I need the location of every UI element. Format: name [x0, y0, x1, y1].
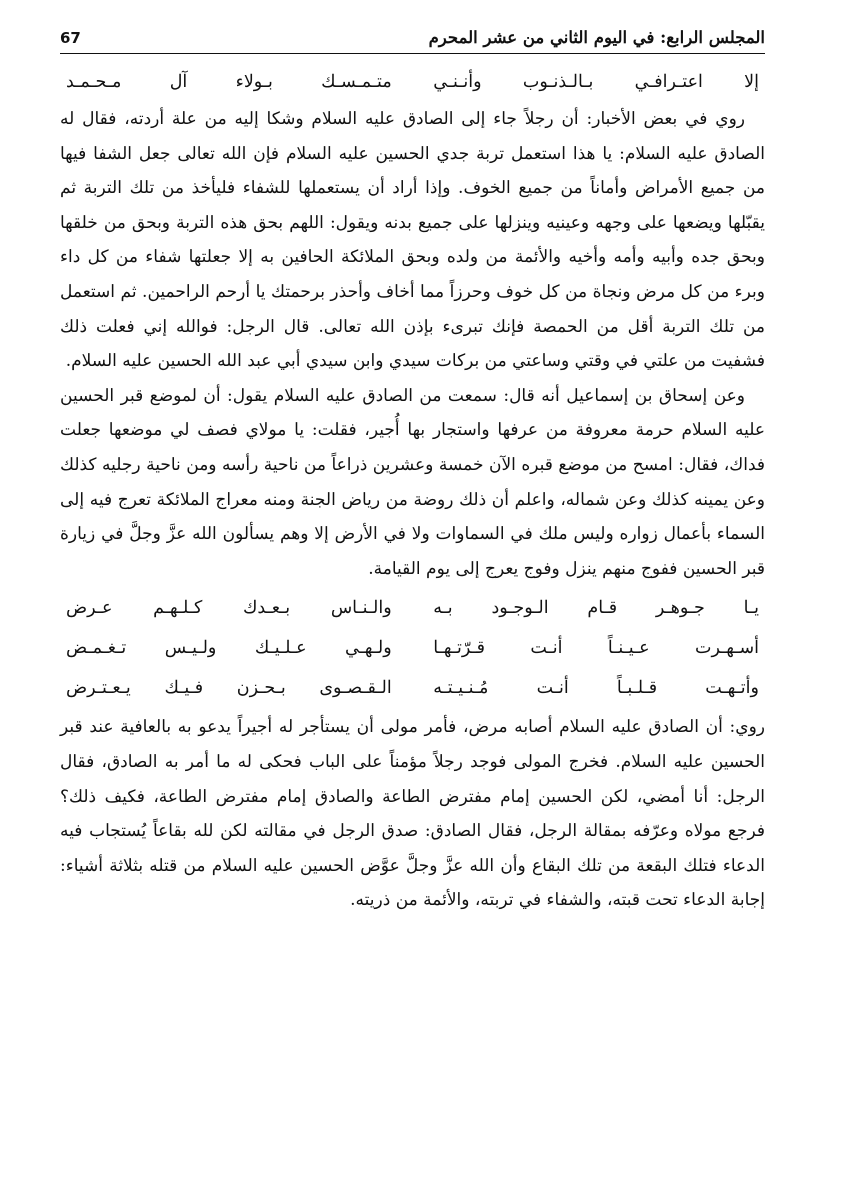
paragraph-sadiq-illness: روي: أن الصادق عليه السلام أصابه مرض، فأمر مولى أن يستأجر له أجيراً يدعو به بالعافية عند قبر الحسين عليه السلام. فخرج المولى فوجد رجلاً مؤمناً على الباب فحكى له ما أمر به الصادق، فقال الرجل: أنا أمضي، لكن الحسين إمام مفترض الطاعة والصادق إمام مفترض الطاعة، فكيف ذلك؟ فرجع مولاه وعرّفه بمقالة الرجل، فقال الصادق: صدق الرجل في مقالته لكن لله بقاعاً يُستجاب فيه الدعاء فتلك البقعة من تلك البقاع وأن الله عزَّ وجلَّ عوَّض الحسين عليه السلام من قتله بثلاثة أشياء: إجابة الدعاء تحت قبته، والشفاء في تربته، والأئمة من ذريته.: [60, 717, 766, 911]
verse-first-hemistich: أسـهـرت عـيـنـاً أنـت قـرّتـهـا: [433, 638, 759, 659]
opening-verse: [60, 62, 765, 102]
running-head: المجلس الرابع: في اليوم الثاني من عشر المحرم: [428, 28, 765, 47]
poem-verse: [60, 668, 765, 708]
poem: [60, 588, 765, 708]
verse-first-hemistich: إلا اعتـرافـي بـالـذنـوب وأنـنـي: [433, 72, 759, 92]
poem-verse: [60, 588, 765, 628]
verse-second-hemistich: الـقـصـوى بـحـزن فـيـك يـعـتـرض: [66, 678, 392, 699]
page-number: 67: [60, 29, 81, 47]
verse-second-hemistich: متـمـسـك بـولاء آل مـحـمـد: [66, 72, 392, 92]
verse-first-hemistich: يـا جـوهـر قـام الـوجـود بـه: [433, 598, 759, 619]
verse-first-hemistich: وأتـهـت قـلـبـاً أنـت مُـنـيـتـه: [433, 678, 759, 699]
poem-verse: [60, 628, 765, 668]
paragraph-ishaq: وعن إسحاق بن إسماعيل أنه قال: سمعت من الصادق عليه السلام يقول: أن لموضع قبر الحسين عليه السلام حرمة معروفة من عرفها واستجار بها أُجير، فقلت: يا مولاي فصف لي موضعها جعلت فداك، فقال: امسح من موضع قبره الآن خمسة وعشرين ذراعاً من ناحية رأسه ومن ناحية رجليه كذلك وعن يمينه كذلك وعن شماله، واعلم أن ذلك روضة من رياض الجنة ومنه معراج الملائكة تعرج فيه إلى السماء بأعمال زواره وليس ملك في السماوات ولا في الأرض إلا وهم يسألون الله عزَّ وجلَّ في زيارة قبر الحسين ففوج منهم ينزل وفوج يعرج إلى يوم القيامة.: [60, 385, 765, 579]
verse-second-hemistich: والـنـاس بـعـدك كـلـهـم عـرض: [66, 598, 392, 619]
paragraph-turba: روي في بعض الأخبار: أن رجلاً جاء إلى الصادق عليه السلام وشكا إليه من علة أردته، فقال له الصادق عليه السلام: يا هذا استعمل تربة جدي الحسين عليه السلام فإن الله تعالى جعل الشفا فيها من جميع الأمراض وأماناً من جميع الخوف. وإذا أراد أن يستعملها للشفاء فليأخذ من تلك التربة ثم يقبّلها ويضعها على وجهه وعينيه وينزلها على جميع بدنه ويقول: اللهم بحق هذه التربة وبحق من خلقها وبحق جده وأبيه وأمه وأخيه والأئمة من ولده وبحق الملائكة الحافين به إلا جعلتها شفاء من كل داء وبرء من كل مرض ونجاة من كل خوف وحرزاً مما أخاف وأحذر برحمتك يا أرحم الراحمين. ثم استعمل من تلك التربة أقل من الحمصة فإنك تبرىء بإذن الله تعالى. قال الرجل: فوالله إني فعلت ذلك فشفيت من علتي في وقتي وساعتي من بركات سيدي وابن سيدي أبي عبد الله الحسين عليه السلام.: [60, 109, 765, 372]
verse-second-hemistich: ولـهـي عـلـيـك ولـيـس تـغـمـض: [66, 638, 392, 659]
page-header: [60, 28, 765, 54]
